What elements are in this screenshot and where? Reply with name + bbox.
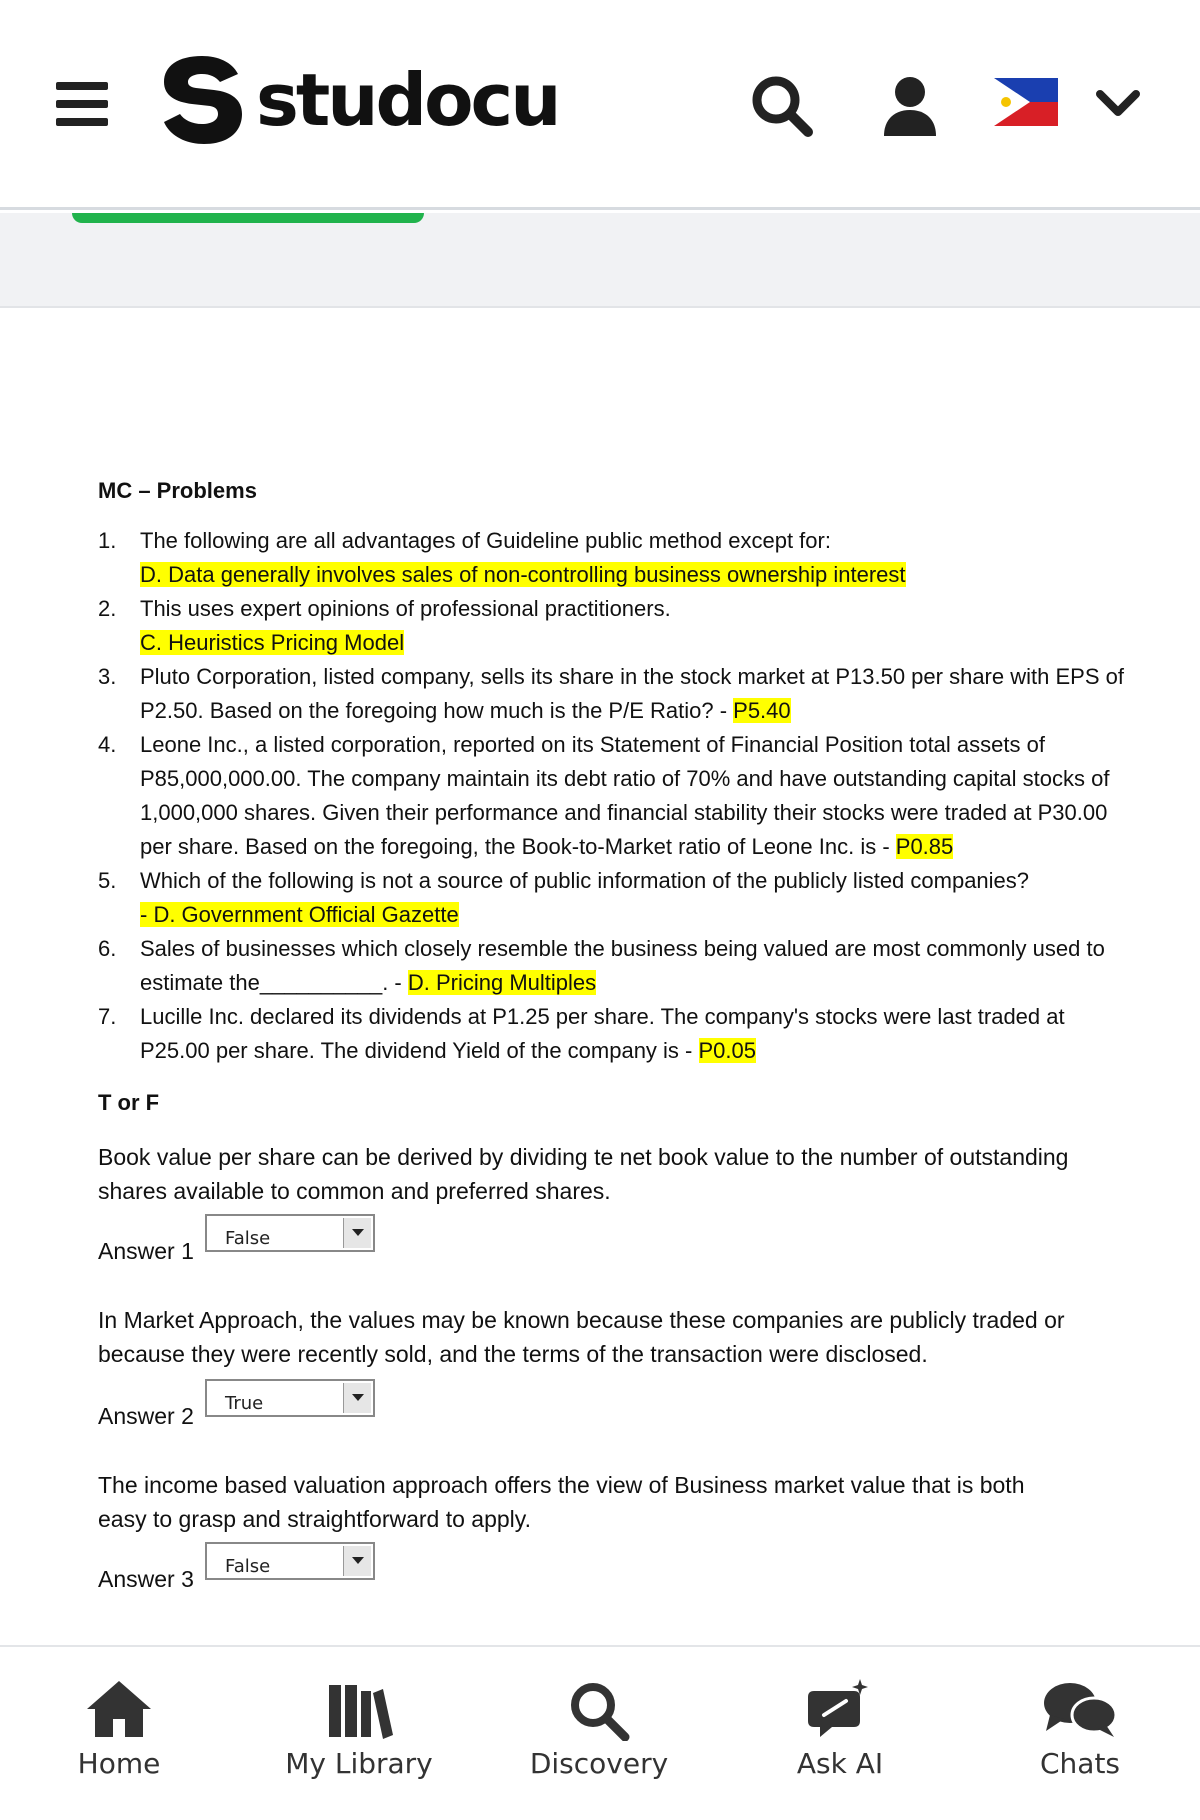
highlighted-answer: D. Data generally involves sales of non-controlling business ownership interest xyxy=(140,562,906,587)
highlighted-answer: P5.40 xyxy=(733,698,791,723)
tf-statement-1 xyxy=(98,1140,1188,1208)
tab-strip xyxy=(0,213,1200,308)
bottom-navigation xyxy=(0,1645,1200,1820)
question-number: 3. xyxy=(98,664,117,689)
nav-home[interactable] xyxy=(19,1677,219,1780)
dropdown-arrow-icon[interactable] xyxy=(343,1218,371,1248)
library-icon xyxy=(323,1677,395,1741)
nav-my-library[interactable] xyxy=(259,1677,459,1780)
question-3 xyxy=(98,660,1178,728)
answer-3-label: Answer 3 xyxy=(98,1566,194,1592)
answer-1-label: Answer 1 xyxy=(98,1238,194,1264)
nav-ask-ai[interactable] xyxy=(740,1677,940,1780)
logo-wordmark: studocu xyxy=(256,58,559,142)
tf-statement-3 xyxy=(98,1468,1188,1536)
question-5 xyxy=(98,864,1178,932)
question-text: Sales of businesses which closely resemble the business being valued are most commonly used to xyxy=(140,936,1105,961)
question-text: P85,000,000.00. The company maintain its debt ratio of 70% and have outstanding capital stocks of xyxy=(140,766,1110,791)
nav-label: Chats xyxy=(1039,1747,1121,1780)
active-tab-indicator[interactable] xyxy=(72,213,424,223)
ask-ai-icon xyxy=(804,1677,876,1741)
nav-label: Ask AI xyxy=(796,1747,884,1780)
question-text: 1,000,000 shares. Given their performance and financial stability their stocks were traded at P30.00 xyxy=(140,800,1108,825)
question-text: per share. Based on the foregoing, the Book-to-Market ratio of Leone Inc. is - xyxy=(140,834,896,859)
dropdown-arrow-icon[interactable] xyxy=(343,1546,371,1576)
question-text: P2.50. Based on the foregoing how much is the P/E Ratio? - xyxy=(140,698,734,723)
nav-label: Discovery xyxy=(529,1747,669,1780)
studocu-logo[interactable] xyxy=(158,52,558,148)
search-icon[interactable] xyxy=(748,72,816,140)
answer-1-select[interactable] xyxy=(205,1214,375,1252)
highlighted-answer: - D. Government Official Gazette xyxy=(140,902,459,927)
question-number: 5. xyxy=(98,868,117,893)
answer-2-label: Answer 2 xyxy=(98,1403,194,1429)
question-text: This uses expert opinions of professional practitioners. xyxy=(140,596,671,621)
user-icon[interactable] xyxy=(876,72,944,140)
chevron-down-icon[interactable] xyxy=(1094,84,1142,124)
highlighted-answer: C. Heuristics Pricing Model xyxy=(140,630,405,655)
nav-chats[interactable] xyxy=(980,1677,1180,1780)
select-value: False xyxy=(225,1228,271,1249)
question-text: Which of the following is not a source of public information of the publicly listed companies? xyxy=(140,868,1030,893)
question-text: The following are all advantages of Guideline public method except for: xyxy=(140,528,831,553)
tf-section-title: T or F xyxy=(98,1090,160,1115)
studocu-logo-mark xyxy=(158,52,246,148)
answer-2-select[interactable] xyxy=(205,1379,375,1417)
tf-statement-2 xyxy=(98,1303,1188,1371)
question-number: 1. xyxy=(98,528,117,553)
menu-icon[interactable] xyxy=(56,82,108,126)
statement-line: The income based valuation approach offers the view of Business market value that is both xyxy=(98,1472,1025,1498)
statement-line: In Market Approach, the values may be known because these companies are publicly traded or xyxy=(98,1307,1065,1333)
question-text: Pluto Corporation, listed company, sells its share in the stock market at P13.50 per share with EPS of xyxy=(140,664,1124,689)
statement-line: shares available to common and preferred shares. xyxy=(98,1178,611,1204)
highlighted-answer: P0.85 xyxy=(895,834,954,859)
question-text: Lucille Inc. declared its dividends at P1.25 per share. The company's stocks were last traded at xyxy=(140,1004,1065,1029)
highlighted-answer: D. Pricing Multiples xyxy=(407,970,597,995)
select-value: False xyxy=(225,1556,271,1577)
statement-line: easy to grasp and straightforward to apply. xyxy=(98,1506,531,1532)
question-number: 6. xyxy=(98,936,117,961)
home-icon xyxy=(83,1677,155,1741)
search-icon xyxy=(563,1677,635,1741)
question-1 xyxy=(98,524,1178,592)
dropdown-arrow-icon[interactable] xyxy=(343,1383,371,1413)
nav-discovery[interactable] xyxy=(499,1677,699,1780)
question-6 xyxy=(98,932,1178,1000)
question-2 xyxy=(98,592,1178,660)
answer-3-select[interactable] xyxy=(205,1542,375,1580)
statement-line: Book value per share can be derived by dividing te net book value to the number of outstanding xyxy=(98,1144,1069,1170)
question-text: P25.00 per share. The dividend Yield of the company is - xyxy=(140,1038,699,1063)
chats-icon xyxy=(1040,1677,1120,1741)
question-number: 7. xyxy=(98,1004,117,1029)
select-value: True xyxy=(225,1393,264,1414)
question-4 xyxy=(98,728,1178,864)
document-page xyxy=(0,310,1200,1645)
question-text: estimate the__________. - xyxy=(140,970,408,995)
question-number: 4. xyxy=(98,732,117,757)
question-text: Leone Inc., a listed corporation, reported on its Statement of Financial Position total assets of xyxy=(140,732,1045,757)
mc-section-title: MC – Problems xyxy=(98,478,257,503)
nav-label: My Library xyxy=(285,1747,433,1780)
top-header xyxy=(0,0,1200,210)
nav-label: Home xyxy=(77,1747,161,1780)
question-number: 2. xyxy=(98,596,117,621)
philippines-flag-icon[interactable] xyxy=(994,78,1058,126)
statement-line: because they were recently sold, and the terms of the transaction were disclosed. xyxy=(98,1341,928,1367)
question-7 xyxy=(98,1000,1178,1068)
highlighted-answer: P0.05 xyxy=(698,1038,756,1063)
